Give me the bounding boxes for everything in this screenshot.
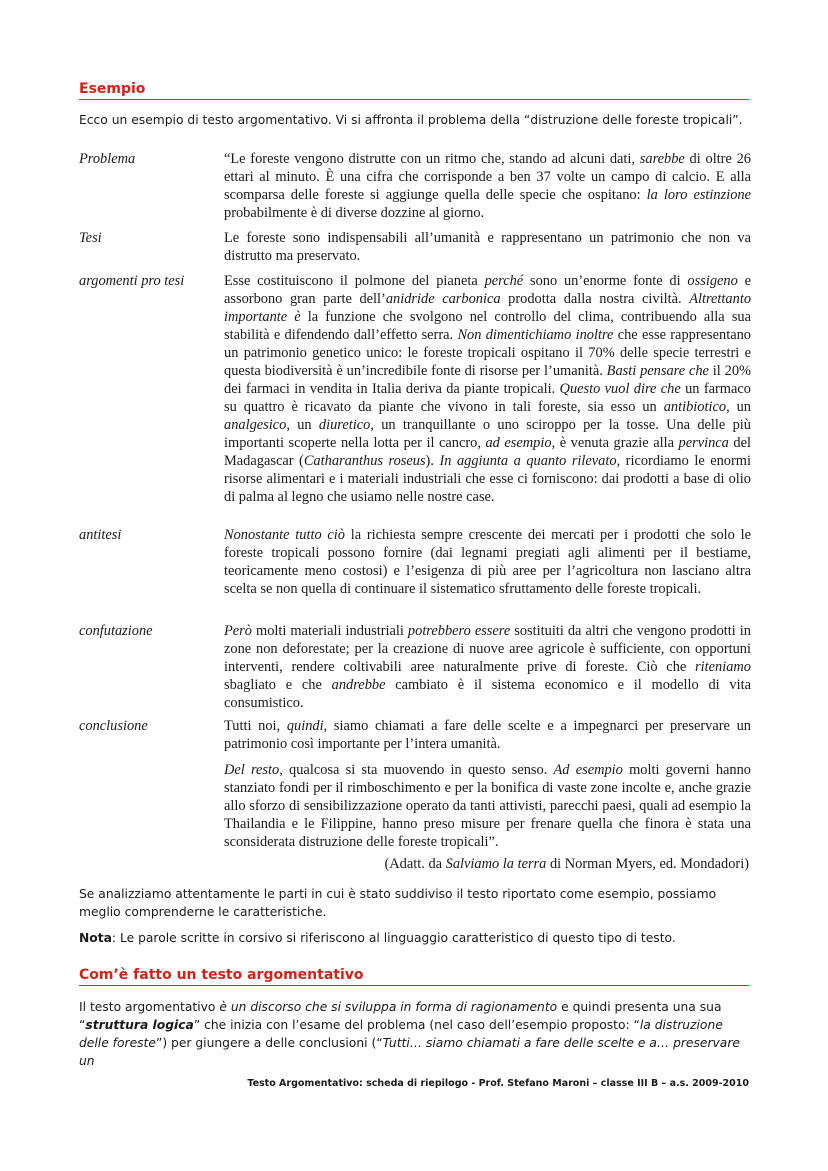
text-tesi: Le foreste sono indispensabili all’umanità e rappresentano un patrimonio che non va distrutto ma preservato. [224, 230, 751, 264]
note-paragraph: Nota: Le parole scritte in corsivo si riferiscono al linguaggio caratteristico di questo tipo di testo. [79, 931, 676, 945]
intro-paragraph: Ecco un esempio di testo argomentativo. Vi si affronta il problema della “distruzione delle foreste tropicali”. [79, 113, 743, 127]
label-conclusione: conclusione [79, 718, 148, 734]
page-footer: Testo Argomentativo: scheda di riepilogo - Prof. Stefano Maroni – classe III B – a.s. 2009-2010 [247, 1078, 749, 1089]
label-confutazione: confutazione [79, 623, 153, 639]
source-citation: (Adatt. da Salviamo la terra di Norman Myers, ed. Mondadori) [384, 856, 749, 872]
structure-paragraph: Il testo argomentativo è un discorso che si sviluppa in forma di ragionamento e quindi presenta una sua “struttura logica” che inizia con l’esame del problema (nel caso dell’esempio proposto: “la distruzione delle foreste”) per giungere a delle conclusioni (“Tutti… siamo chiamati a fare delle scelte e a… preservare un [79, 1000, 740, 1068]
text-antitesi: Nonostante tutto ciò la richiesta sempre crescente dei mercati per i prodotti che solo le foreste tropicali possono fornire (dai legnami pregiati agli alimenti per il bestiame, teoricamente meno costosi) e l’esigenza di più aree per l’agricoltura non lasciano altra scelta se non quella di continuare il sistematico sfruttamento delle foreste tropicali. [224, 527, 751, 597]
text-argomenti: Esse costituiscono il polmone del pianeta perché sono un’enorme fonte di ossigeno e assorbono gran parte dell’anidride carbonica prodotta dalla nostra civiltà. Altrettanto importante è la funzione che svolgono nel controllo del clima, contribuendo alla sua stabilità e difendendo dall’effetto serra. Non dimentichiamo inoltre che esse rappresentano un patrimonio genetico unico: le foreste tropicali ospitano il 70% delle specie terrestri e questa biodiversità è un’incredibile fonte di risorse per l’umanità. Basti pensare che il 20% dei farmaci in vendita in Italia deriva da piante tropicali. Questo vuol dire che un farmaco su quattro è ricavato da piante che vivono in tali foreste, sia esso un antibiotico, un analgesico, un diuretico, un tranquillante o uno sciroppo per la tosse. Una delle più importanti scoperte nella lotta per il cancro, ad esempio, è venuta grazie alla pervinca del Madagascar (Catharanthus roseus). In aggiunta a quanto rilevato, ricordiamo le enormi risorse alimentari e i materiali industriali che esse ci forniscono: dai prodotti a base di olio di palma al legno che usiamo nelle nostre case. [224, 273, 752, 505]
note-label: Nota [79, 931, 112, 945]
label-antitesi: antitesi [79, 527, 122, 543]
label-argomenti: argomenti pro tesi [79, 273, 185, 289]
section-heading-esempio: Esempio [79, 80, 749, 100]
text-problema: “Le foreste vengono distrutte con un ritmo che, stando ad alcuni dati, sarebbe di oltre 26 ettari al minuto. È una cifra che corrisponde a ben 37 volte un campo di calcio. E alla scomparsa delle foreste si aggiunge quella delle specie che ospitano: la loro estinzione probabilmente è di diverse dozzine al giorno. [224, 151, 752, 221]
label-problema: Problema [79, 151, 136, 167]
analysis-paragraph: Se analizziamo attentamente le parti in cui è stato suddiviso il testo riportato come esempio, possiamo meglio comprenderne le caratteristiche. [79, 887, 717, 919]
label-tesi: Tesi [79, 230, 102, 246]
text-confutazione: Però molti materiali industriali potrebbero essere sostituiti da altri che vengono prodotti in zone non deforestate; per la creazione di nuove aree agricole è sufficiente, con opportuni interventi, rendere coltivabili aree naturalmente prive di foreste. Ciò che riteniamo sbagliato e che andrebbe cambiato è il sistema economico e il modello di vita consumistico. [224, 623, 751, 711]
text-conclusione-paragraph-2: Del resto, qualcosa si sta muovendo in questo senso. Ad esempio molti governi hanno stanziato fondi per il rimboschimento e per la bonifica di vaste zone incolte e, anche grazie allo sforzo di sensibilizzazione operato da tanti attivisti, parecchi paesi, quali ad esempio la Thailandia e le Filippine, hanno preso misure per frenare quella che finora è stata una sconsiderata distruzione delle foreste tropicali”. [224, 762, 752, 850]
text-conclusione: Tutti noi, quindi, siamo chiamati a fare delle scelte e a impegnarci per preservare un patrimonio così importante per l’intera umanità. [224, 718, 751, 752]
section-heading-come-fatto: Com’è fatto un testo argomentativo [79, 966, 749, 986]
